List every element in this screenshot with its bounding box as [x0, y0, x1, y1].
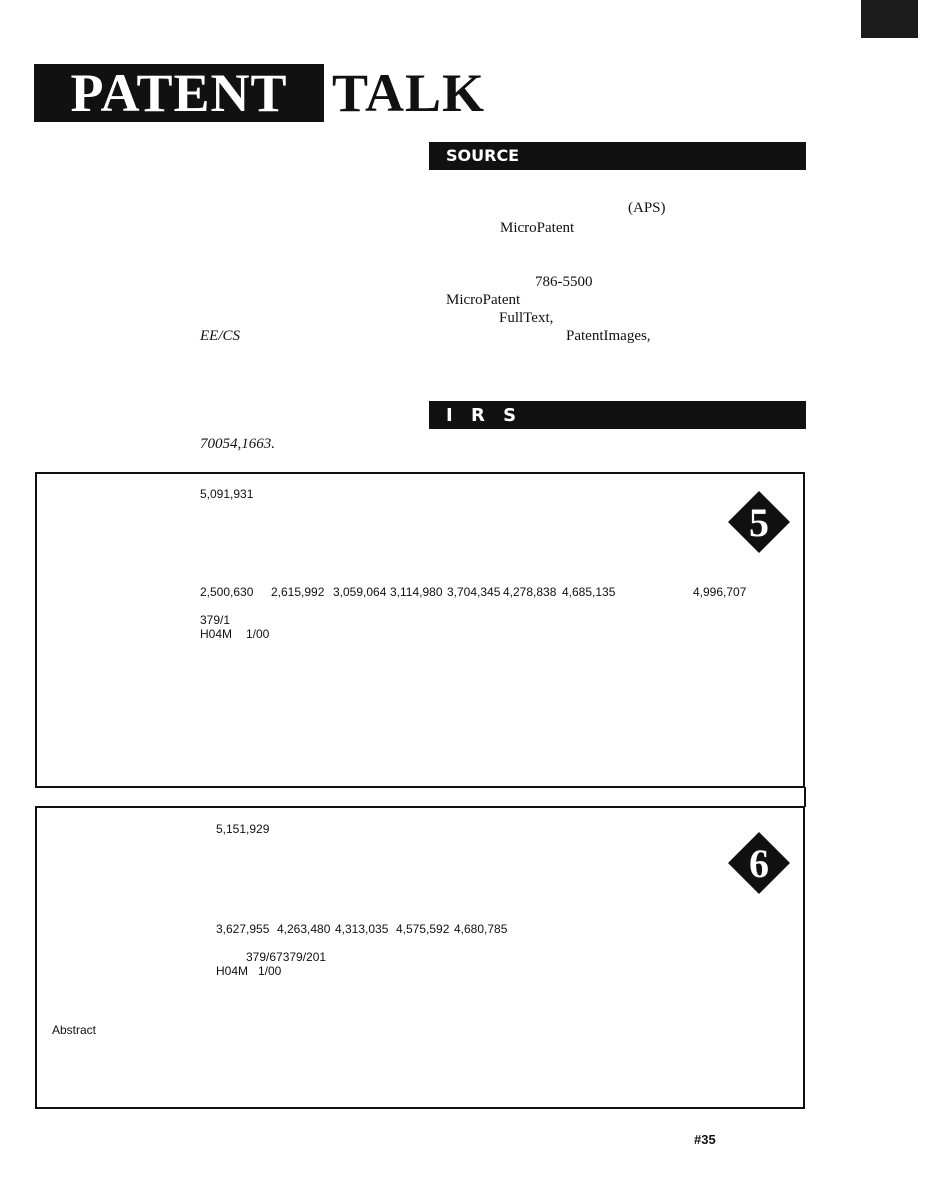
- patent-6-abstract-label: Abstract: [52, 1023, 97, 1037]
- micropatent-text-1: MicroPatent: [500, 220, 575, 236]
- patentimages-text: PatentImages,: [566, 328, 651, 344]
- box-connector-line: [804, 787, 806, 807]
- fulltext-text: FullText,: [499, 310, 554, 326]
- patent-5-ref-2: 2,615,992: [271, 585, 325, 599]
- patent-5-intl-class-group: 1/00: [246, 627, 270, 641]
- badge-5-number: 5: [749, 500, 769, 545]
- patent-5-ref-extra: 4,996,707: [693, 585, 747, 599]
- page-number: #35: [694, 1132, 716, 1147]
- patent-6-ref-1: 3,627,955: [216, 922, 270, 936]
- patent-5-ref-4: 3,114,980: [390, 585, 443, 599]
- patent-box-6: [35, 806, 805, 1109]
- micropatent-text-2: MicroPatent: [446, 292, 521, 308]
- code-text: 70054,1663.: [200, 436, 275, 452]
- patent-5-us-class: 379/1: [200, 613, 231, 627]
- patent-6-ref-2: 4,263,480: [277, 922, 331, 936]
- patent-6-ref-3: 4,313,035: [335, 922, 389, 936]
- section-bar-source: SOURCE: [429, 142, 806, 170]
- patent-6-ref-5: 4,680,785: [454, 922, 508, 936]
- patent-6-us-class: 379/67379/201: [246, 950, 327, 964]
- patent-6-intl-class-code: H04M: [216, 964, 249, 978]
- patent-5-ref-5: 3,704,345: [447, 585, 501, 599]
- masthead-title-box: PATENT: [34, 64, 324, 122]
- patent-5-ref-1: 2,500,630: [200, 585, 254, 599]
- patent-6-ref-4: 4,575,592: [396, 922, 450, 936]
- patent-5-ref-3: 3,059,064: [333, 585, 387, 599]
- badge-6-number: 6: [749, 841, 769, 886]
- patent-6-intl-class-group: 1/00: [258, 964, 282, 978]
- phone-number-text: 786-5500: [535, 274, 593, 290]
- eecs-text: EE/CS: [200, 328, 240, 344]
- patent-6-number: 5,151,929: [216, 822, 270, 836]
- patent-5-ref-6: 4,278,838: [503, 585, 557, 599]
- patent-5-number: 5,091,931: [200, 487, 254, 501]
- patent-5-ref-7: 4,685,135: [562, 585, 616, 599]
- aps-text: (APS): [628, 200, 666, 216]
- masthead-title-talk: TALK: [332, 63, 486, 123]
- badge-6-icon: [728, 832, 790, 894]
- section-bar-irs: I R S: [429, 401, 806, 429]
- corner-scan-mark: [861, 0, 918, 38]
- patent-box-5: [35, 472, 805, 788]
- patent-5-intl-class-code: H04M: [200, 627, 233, 641]
- badge-5-icon: [728, 491, 790, 553]
